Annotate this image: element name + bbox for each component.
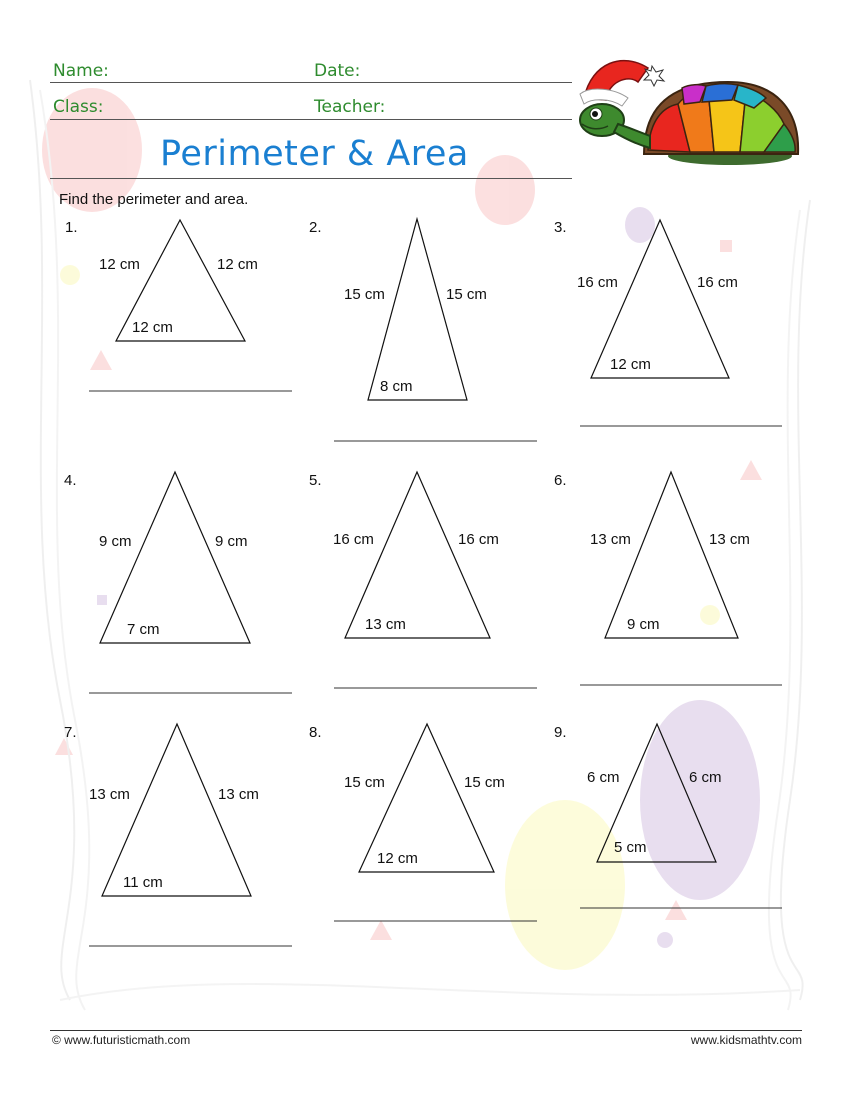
triangle-shape xyxy=(100,472,250,643)
base-label: 7 cm xyxy=(127,621,160,638)
triangle-shape xyxy=(591,220,729,378)
problem-1 xyxy=(65,219,292,391)
right-side-label: 15 cm xyxy=(464,774,505,791)
problem-5 xyxy=(309,472,537,688)
problem-number: 5. xyxy=(309,472,322,489)
problem-number: 4. xyxy=(64,472,77,489)
base-label: 5 cm xyxy=(614,839,647,856)
right-side-label: 16 cm xyxy=(697,274,738,291)
footer-divider xyxy=(50,1030,802,1031)
problem-number: 9. xyxy=(554,724,567,741)
footer-right-credit[interactable]: www.kidsmathtv.com xyxy=(690,1033,802,1047)
page-title: Perimeter & Area xyxy=(160,134,469,174)
name-label: Name: xyxy=(53,61,109,81)
base-label: 12 cm xyxy=(132,319,173,336)
problem-number: 6. xyxy=(554,472,567,489)
base-label: 11 cm xyxy=(123,874,163,891)
triangle-shape xyxy=(345,472,490,638)
left-side-label: 16 cm xyxy=(333,531,374,548)
problem-6 xyxy=(554,472,782,685)
right-side-label: 13 cm xyxy=(709,531,750,548)
problem-9 xyxy=(554,724,782,908)
left-side-label: 13 cm xyxy=(89,786,130,803)
date-label: Date: xyxy=(314,61,361,81)
right-side-label: 16 cm xyxy=(458,531,499,548)
problem-number: 7. xyxy=(64,724,77,741)
right-side-label: 13 cm xyxy=(218,786,259,803)
base-label: 9 cm xyxy=(627,616,660,633)
base-label: 8 cm xyxy=(380,378,413,395)
left-side-label: 6 cm xyxy=(587,769,620,786)
base-label: 13 cm xyxy=(365,616,406,633)
left-side-label: 15 cm xyxy=(344,774,385,791)
class-label: Class: xyxy=(53,97,104,117)
triangle-shape xyxy=(102,724,251,896)
left-side-label: 9 cm xyxy=(99,533,132,550)
instructions: Find the perimeter and area. xyxy=(59,191,249,208)
right-side-label: 6 cm xyxy=(689,769,722,786)
problem-2 xyxy=(309,219,537,441)
problem-3 xyxy=(554,219,782,426)
triangle-shape xyxy=(605,472,738,638)
left-side-label: 16 cm xyxy=(577,274,618,291)
right-side-label: 12 cm xyxy=(217,256,258,273)
left-side-label: 15 cm xyxy=(344,286,385,303)
problem-8 xyxy=(309,724,537,921)
base-label: 12 cm xyxy=(610,356,651,373)
footer-left-credit[interactable]: © www.futuristicmath.com xyxy=(52,1033,191,1047)
teacher-label: Teacher: xyxy=(314,97,386,117)
base-label: 12 cm xyxy=(377,850,418,867)
right-side-label: 15 cm xyxy=(446,286,487,303)
problem-number: 2. xyxy=(309,219,322,236)
right-side-label: 9 cm xyxy=(215,533,248,550)
problem-number: 3. xyxy=(554,219,567,236)
triangle-shape xyxy=(368,219,467,400)
left-side-label: 12 cm xyxy=(99,256,140,273)
problem-4 xyxy=(64,472,292,693)
left-side-label: 13 cm xyxy=(590,531,631,548)
problem-7 xyxy=(64,724,292,946)
problem-number: 1. xyxy=(65,219,78,236)
problem-number: 8. xyxy=(309,724,322,741)
